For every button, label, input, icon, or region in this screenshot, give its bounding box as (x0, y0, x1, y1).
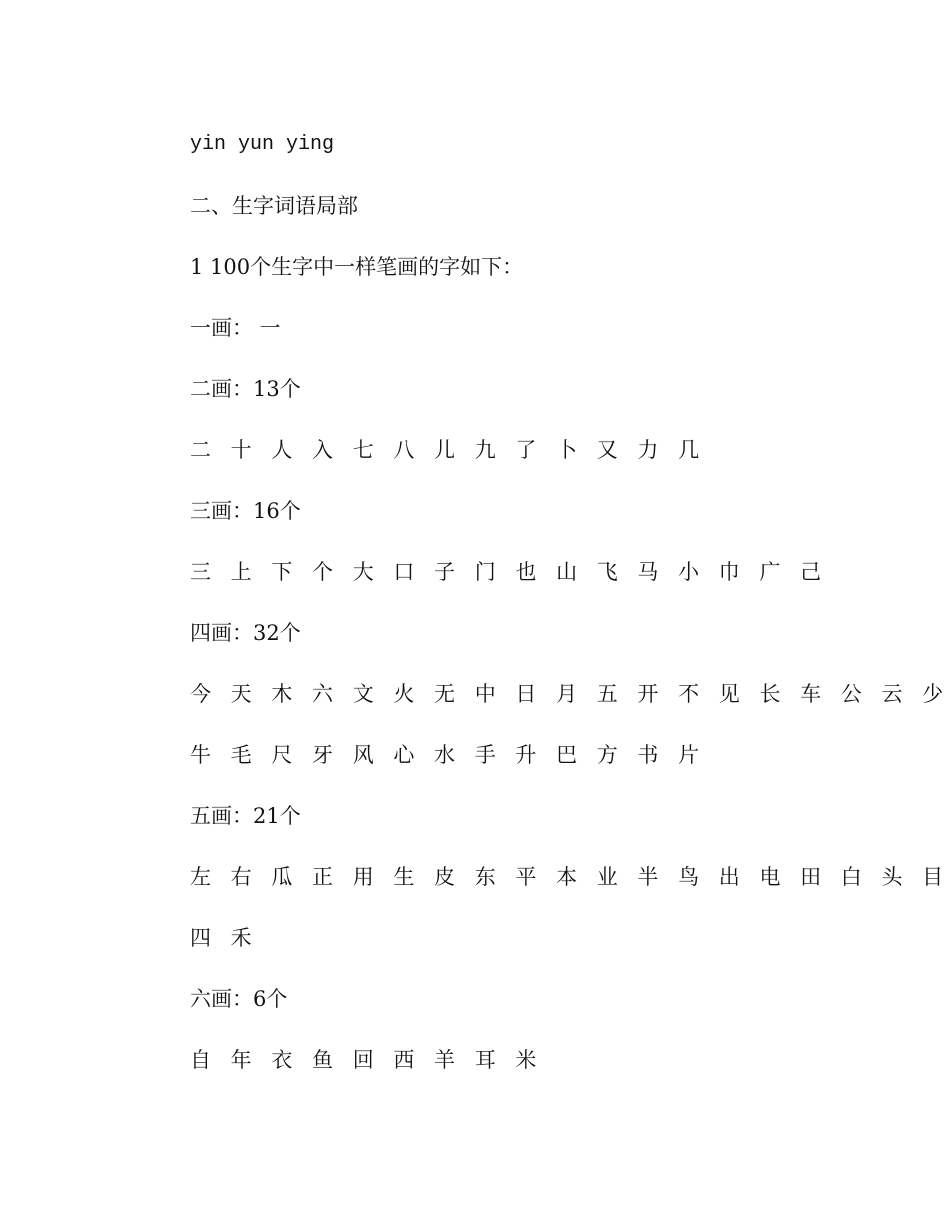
stroke-group-label-6: 六画：6个 (190, 987, 288, 1011)
character-row: 三 上 下 个 大 口 子 门 也 山 飞 马 小 巾 广 己 (190, 560, 828, 584)
intro-line: 1 100个生字中一样笔画的字如下： (190, 255, 524, 279)
character-row: 今 天 木 六 文 火 无 中 日 月 五 开 不 见 长 车 公 云 少 (190, 682, 950, 706)
character-row: 自 年 衣 鱼 回 西 羊 耳 米 (190, 1048, 543, 1072)
document-body (190, 130, 950, 1106)
character-row: 左 右 瓜 正 用 生 皮 东 平 本 业 半 鸟 出 电 田 白 头 目 (190, 865, 950, 889)
stroke-group-label-1: 一画： 一 (190, 316, 281, 340)
stroke-group-label-2: 二画：13个 (190, 377, 301, 401)
section-heading: 二、生字词语局部 (190, 194, 358, 218)
stroke-group-label-3: 三画：16个 (190, 499, 301, 523)
character-row: 二 十 人 入 七 八 儿 九 了 卜 又 力 几 (190, 438, 706, 462)
stroke-group-label-4: 四画：32个 (190, 621, 301, 645)
character-row: 牛 毛 尺 牙 风 心 水 手 升 巴 方 书 片 (190, 743, 706, 767)
stroke-group-label-5: 五画：21个 (190, 804, 301, 828)
character-row: 四 禾 (190, 926, 259, 950)
pinyin-line: yin yun ying (190, 133, 335, 156)
